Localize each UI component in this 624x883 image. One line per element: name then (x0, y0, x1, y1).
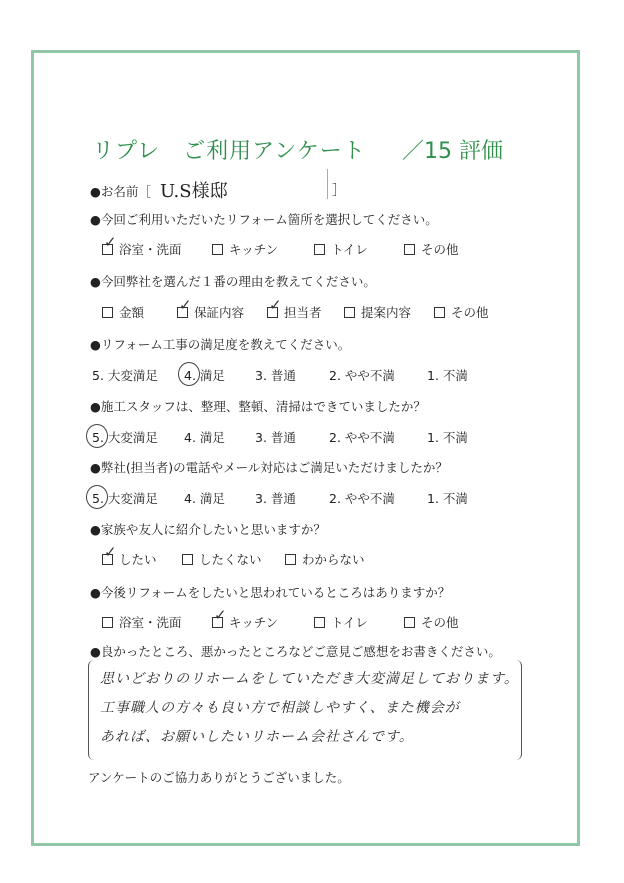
q3-option-1[interactable]: 1. 不満 (427, 368, 468, 383)
q6-option-no[interactable] (182, 550, 262, 568)
option-label: 浴室・洗面 (119, 242, 182, 257)
question-2: ●今回弊社を選んだ１番の理由を教えてください。 (90, 274, 376, 289)
q1-option-toilet[interactable] (314, 240, 368, 258)
q5-option-2[interactable]: 2. やや不満 (329, 491, 395, 506)
name-bracket-close: ］ (332, 183, 346, 199)
question-8: ●良かったところ、悪かったところなどご意見ご感想をお書きください。 (90, 644, 501, 659)
checkbox-icon (177, 296, 192, 318)
option-label: 担当者 (284, 305, 322, 320)
q7-option-toilet[interactable] (314, 613, 368, 631)
option-label: 5. 大変満足 (92, 430, 158, 445)
checkbox-icon (102, 233, 117, 255)
question-4: ●施工スタッフは、整理、整頓、清掃はできていましたか？ (90, 399, 426, 414)
selected-circle-icon (86, 485, 108, 509)
option-label: したくない (199, 552, 262, 567)
option-label: 金額 (119, 305, 145, 320)
option-label: キッチン (229, 615, 279, 630)
q2-option-proposal[interactable] (344, 303, 411, 321)
q4-option-4[interactable]: 4. 満足 (184, 430, 225, 445)
option-label: したい (119, 552, 157, 567)
option-label: 浴室・洗面 (119, 615, 182, 630)
question-6: ●家族や友人に紹介したいと思いますか？ (90, 522, 326, 537)
checkbox-icon (212, 244, 223, 255)
q5-option-1[interactable]: 1. 不満 (427, 491, 468, 506)
check-mark-icon: ✓ (104, 543, 117, 561)
checkbox-icon (404, 244, 415, 255)
name-divider (327, 169, 328, 199)
q6-option-yes[interactable] (102, 543, 157, 568)
checkbox-icon (344, 307, 355, 318)
checkbox-icon (102, 543, 117, 565)
q7-option-other[interactable] (404, 613, 459, 631)
option-label: その他 (421, 615, 459, 630)
score-label: ／15 評価 (402, 139, 503, 164)
q4-option-2[interactable]: 2. やや不満 (329, 430, 395, 445)
title-row (92, 134, 512, 164)
checkbox-icon (182, 554, 193, 565)
option-label: トイレ (331, 615, 368, 630)
option-label: 4. 満足 (184, 368, 225, 383)
option-label: 保証内容 (194, 305, 245, 320)
check-mark-icon: ✓ (269, 296, 282, 314)
checkbox-icon (434, 307, 445, 318)
checkbox-icon (404, 617, 415, 628)
checkbox-icon (212, 606, 227, 628)
q3-option-4[interactable] (184, 366, 225, 384)
q3-option-2[interactable]: 2. やや不満 (329, 368, 395, 383)
q2-option-staff[interactable] (267, 296, 322, 321)
selected-circle-icon (178, 362, 200, 386)
option-label: キッチン (229, 242, 279, 257)
checkbox-icon (314, 244, 325, 255)
check-mark-icon: ✓ (104, 233, 117, 251)
q6-option-unsure[interactable] (285, 550, 365, 568)
q5-option-5[interactable] (92, 489, 158, 507)
q5-option-4[interactable]: 4. 満足 (184, 491, 225, 506)
q5-option-3[interactable]: 3. 普通 (255, 491, 296, 506)
option-label: わからない (302, 552, 365, 567)
q2-option-other[interactable] (434, 303, 489, 321)
survey-title: リプレ ご利用アンケート (92, 139, 366, 164)
question-5: ●弊社(担当者)の電話やメール対応はご満足いただけましたか？ (90, 460, 448, 475)
name-value: U.S様邸 (160, 181, 228, 202)
check-mark-icon: ✓ (179, 296, 192, 314)
q4-option-5[interactable] (92, 428, 158, 446)
option-label: その他 (451, 305, 489, 320)
comment-line-1: 思いどおりのリホームをしていただき大変満足しております。 (100, 671, 519, 687)
option-label: 提案内容 (361, 305, 412, 320)
q2-option-price[interactable] (102, 303, 144, 321)
checkbox-icon (102, 307, 113, 318)
question-3: ●リフォーム工事の満足度を教えてください。 (90, 337, 351, 352)
q4-option-1[interactable]: 1. 不満 (427, 430, 468, 445)
q7-option-bath[interactable] (102, 613, 182, 631)
option-label: 5. 大変満足 (92, 491, 158, 506)
comment-line-2: 工事職人の方々も良い方で相談しやすく、また機会が (100, 700, 460, 716)
check-mark-icon: ✓ (214, 606, 227, 624)
checkbox-icon (314, 617, 325, 628)
q2-option-warranty[interactable] (177, 296, 245, 321)
q1-option-other[interactable] (404, 240, 459, 258)
checkbox-icon (285, 554, 296, 565)
option-label: その他 (421, 242, 459, 257)
q4-option-3[interactable]: 3. 普通 (255, 430, 296, 445)
checkbox-icon (102, 617, 113, 628)
q1-option-bath[interactable] (102, 233, 182, 258)
question-1: ●今回ご利用いただいたリフォーム箇所を選択してください。 (90, 212, 438, 227)
question-7: ●今後リフォームをしたいと思われているところはありますか？ (90, 585, 451, 600)
name-label: ●お名前［ (90, 184, 151, 199)
checkbox-icon (267, 296, 282, 318)
q3-option-5[interactable]: 5. 大変満足 (92, 368, 158, 383)
comment-line-3: あれば、お願いしたいリホーム会社さんです。 (100, 729, 414, 745)
q1-option-kitchen[interactable] (212, 240, 278, 258)
q7-option-kitchen[interactable] (212, 606, 279, 631)
selected-circle-icon (86, 424, 108, 448)
thanks-message: アンケートのご協力ありがとうございました。 (88, 770, 350, 785)
option-label: トイレ (331, 242, 368, 257)
q3-option-3[interactable]: 3. 普通 (255, 368, 296, 383)
